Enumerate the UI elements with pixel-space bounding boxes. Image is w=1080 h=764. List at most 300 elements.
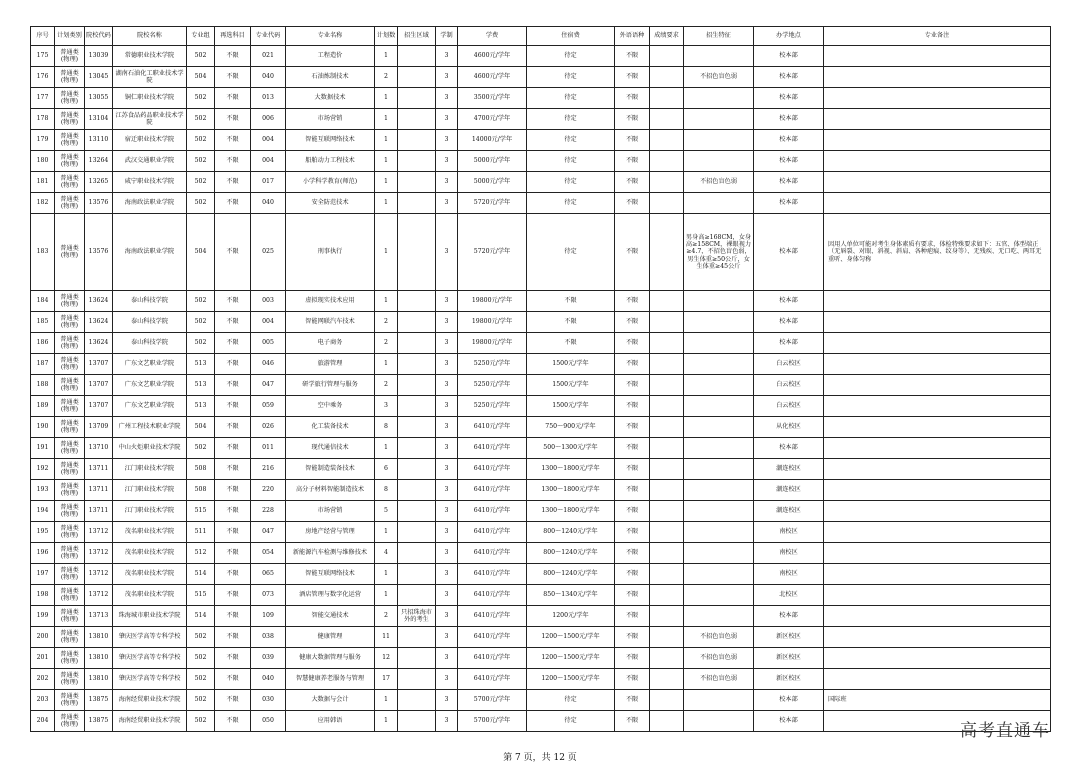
cell-major-name: 石油炼制技术 [286,67,375,88]
cell-campus: 新区校区 [754,669,824,690]
cell-tuition: 19800元/学年 [458,312,527,333]
cell-language: 不限 [615,564,650,585]
col-header: 住宿费 [527,27,615,46]
cell-language: 不限 [615,501,650,522]
cell-duration: 3 [436,459,458,480]
cell-major-code: 025 [251,214,286,291]
cell-seq: 176 [31,67,55,88]
cell-plan-count: 1 [375,172,398,193]
cell-group: 502 [187,438,215,459]
cell-subject: 不限 [215,172,251,193]
cell-school-code: 13707 [85,375,113,396]
cell-seq: 200 [31,627,55,648]
cell-school-name: 江苏食品药品职业技术学院 [113,109,187,130]
cell-major-code: 038 [251,627,286,648]
cell-lodging: 1200～1500元/学年 [527,669,615,690]
cell-campus: 校本部 [754,130,824,151]
cell-duration: 3 [436,46,458,67]
cell-school-name: 茂名职业技术学院 [113,564,187,585]
cell-campus: 校本部 [754,333,824,354]
cell-language: 不限 [615,109,650,130]
cell-school-code: 13576 [85,193,113,214]
cell-features [684,459,754,480]
cell-major-code: 216 [251,459,286,480]
cell-major-code: 026 [251,417,286,438]
cell-major-name: 安全防范技术 [286,193,375,214]
cell-major-code: 109 [251,606,286,627]
cell-school-code: 13875 [85,690,113,711]
cell-school-code: 13576 [85,214,113,291]
cell-school-code: 13707 [85,396,113,417]
cell-region [398,669,436,690]
cell-score-req [650,564,684,585]
col-header: 专业代码 [251,27,286,46]
cell-lodging: 1500元/学年 [527,354,615,375]
cell-major-name: 研学旅行管理与服务 [286,375,375,396]
cell-campus: 校本部 [754,67,824,88]
cell-major-code: 065 [251,564,286,585]
cell-plan-count: 1 [375,438,398,459]
cell-region [398,88,436,109]
cell-school-code: 13045 [85,67,113,88]
cell-category: 普通类 (物理) [55,690,85,711]
cell-category: 普通类 (物理) [55,333,85,354]
cell-school-name: 海南经贸职业技术学院 [113,711,187,732]
cell-subject: 不限 [215,648,251,669]
cell-school-name: 常德职业技术学院 [113,46,187,67]
cell-subject: 不限 [215,711,251,732]
cell-plan-count: 1 [375,522,398,543]
cell-language: 不限 [615,522,650,543]
cell-remarks [824,480,1051,501]
table-row [31,193,1051,214]
cell-major-name: 旅游管理 [286,354,375,375]
cell-score-req [650,193,684,214]
cell-school-name: 宿迁职业技术学院 [113,130,187,151]
cell-major-name: 现代通信技术 [286,438,375,459]
cell-category: 普通类 (物理) [55,130,85,151]
cell-duration: 3 [436,375,458,396]
cell-tuition: 4600元/学年 [458,67,527,88]
cell-major-code: 013 [251,88,286,109]
col-header: 专业组 [187,27,215,46]
cell-subject: 不限 [215,312,251,333]
cell-language: 不限 [615,291,650,312]
cell-features [684,354,754,375]
cell-seq: 204 [31,711,55,732]
cell-seq: 194 [31,501,55,522]
cell-category: 普通类 (物理) [55,522,85,543]
cell-major-code: 004 [251,130,286,151]
cell-score-req [650,606,684,627]
cell-tuition: 4600元/学年 [458,46,527,67]
cell-school-code: 13707 [85,354,113,375]
cell-subject: 不限 [215,627,251,648]
cell-language: 不限 [615,88,650,109]
cell-major-code: 030 [251,690,286,711]
cell-school-name: 海南经贸职业技术学院 [113,690,187,711]
cell-subject: 不限 [215,690,251,711]
cell-region [398,501,436,522]
cell-duration: 3 [436,67,458,88]
cell-major-code: 021 [251,46,286,67]
cell-subject: 不限 [215,109,251,130]
cell-plan-count: 1 [375,564,398,585]
cell-seq: 177 [31,88,55,109]
cell-subject: 不限 [215,459,251,480]
table-row [31,109,1051,130]
cell-remarks: 因用人单位可能对考生身体素质有要求，体检特殊要求如下：五官、体型端正（无唇裂、对眼、斜视、斜肩、各种疤痕、纹身等）、无残疾、无口吃、两耳无重听、身体匀称 [824,214,1051,291]
cell-score-req [650,291,684,312]
cell-school-code: 13711 [85,501,113,522]
col-header: 外语语种 [615,27,650,46]
cell-school-name: 江门职业技术学院 [113,459,187,480]
cell-tuition: 6410元/学年 [458,606,527,627]
cell-region [398,312,436,333]
cell-duration: 3 [436,151,458,172]
cell-region [398,564,436,585]
cell-language: 不限 [615,585,650,606]
cell-region [398,396,436,417]
cell-category: 普通类 (物理) [55,438,85,459]
cell-plan-count: 4 [375,543,398,564]
cell-features [684,375,754,396]
cell-campus: 白云校区 [754,354,824,375]
cell-category: 普通类 (物理) [55,312,85,333]
cell-seq: 201 [31,648,55,669]
cell-school-name: 肇庆医学高等专科学校 [113,669,187,690]
cell-score-req [650,333,684,354]
cell-tuition: 6410元/学年 [458,627,527,648]
cell-category: 普通类 (物理) [55,375,85,396]
cell-language: 不限 [615,151,650,172]
cell-group: 502 [187,109,215,130]
cell-subject: 不限 [215,333,251,354]
cell-subject: 不限 [215,193,251,214]
cell-lodging: 1500元/学年 [527,375,615,396]
cell-remarks [824,522,1051,543]
cell-group: 504 [187,67,215,88]
col-header: 院校名称 [113,27,187,46]
cell-remarks [824,627,1051,648]
cell-major-name: 电子商务 [286,333,375,354]
cell-lodging: 待定 [527,151,615,172]
cell-language: 不限 [615,214,650,291]
cell-region [398,214,436,291]
cell-major-name: 船舶动力工程技术 [286,151,375,172]
cell-school-code: 13810 [85,669,113,690]
cell-language: 不限 [615,438,650,459]
cell-major-code: 040 [251,193,286,214]
cell-major-name: 健康大数据管理与服务 [286,648,375,669]
cell-group: 514 [187,564,215,585]
col-header: 招生区域 [398,27,436,46]
cell-score-req [650,417,684,438]
cell-remarks [824,564,1051,585]
cell-duration: 3 [436,130,458,151]
cell-tuition: 5700元/学年 [458,690,527,711]
admission-plan-table [30,26,1051,732]
cell-language: 不限 [615,333,650,354]
cell-group: 502 [187,193,215,214]
cell-category: 普通类 (物理) [55,291,85,312]
cell-category: 普通类 (物理) [55,214,85,291]
cell-seq: 199 [31,606,55,627]
table-row [31,88,1051,109]
cell-school-code: 13712 [85,543,113,564]
cell-major-code: 050 [251,711,286,732]
cell-region [398,291,436,312]
cell-remarks [824,501,1051,522]
cell-major-code: 039 [251,648,286,669]
table-row [31,417,1051,438]
cell-major-code: 004 [251,151,286,172]
col-header: 办学地点 [754,27,824,46]
cell-campus: 潮连校区 [754,480,824,501]
cell-tuition: 6410元/学年 [458,585,527,606]
cell-major-code: 006 [251,109,286,130]
table-row [31,354,1051,375]
cell-tuition: 5250元/学年 [458,396,527,417]
cell-campus: 校本部 [754,711,824,732]
cell-school-name: 珠海城市职业技术学院 [113,606,187,627]
cell-features [684,88,754,109]
cell-tuition: 6410元/学年 [458,501,527,522]
cell-tuition: 6410元/学年 [458,564,527,585]
cell-campus: 南校区 [754,543,824,564]
cell-language: 不限 [615,354,650,375]
cell-plan-count: 2 [375,312,398,333]
cell-school-name: 广东文艺职业学院 [113,396,187,417]
cell-group: 502 [187,291,215,312]
cell-plan-count: 1 [375,151,398,172]
cell-group: 504 [187,417,215,438]
table-row [31,543,1051,564]
cell-category: 普通类 (物理) [55,193,85,214]
col-header: 序号 [31,27,55,46]
cell-school-name: 广东文艺职业学院 [113,375,187,396]
cell-school-name: 江门职业技术学院 [113,480,187,501]
cell-plan-count: 1 [375,291,398,312]
cell-duration: 3 [436,417,458,438]
cell-lodging: 待定 [527,67,615,88]
cell-region [398,690,436,711]
cell-tuition: 14000元/学年 [458,130,527,151]
cell-score-req [650,438,684,459]
watermark-text: 高考直通车 [960,721,1050,741]
cell-subject: 不限 [215,543,251,564]
cell-major-name: 高分子材料智能制造技术 [286,480,375,501]
cell-school-code: 13264 [85,151,113,172]
cell-score-req [650,151,684,172]
cell-language: 不限 [615,193,650,214]
table-row [31,214,1051,291]
col-header: 招生特征 [684,27,754,46]
cell-subject: 不限 [215,480,251,501]
cell-lodging: 1500元/学年 [527,396,615,417]
cell-category: 普通类 (物理) [55,109,85,130]
cell-features [684,480,754,501]
cell-school-name: 茂名职业技术学院 [113,543,187,564]
cell-school-code: 13709 [85,417,113,438]
cell-duration: 3 [436,606,458,627]
cell-language: 不限 [615,130,650,151]
cell-lodging: 1300～1800元/学年 [527,480,615,501]
cell-score-req [650,312,684,333]
cell-major-code: 003 [251,291,286,312]
cell-remarks: 国际班 [824,690,1051,711]
cell-lodging: 500～1300元/学年 [527,438,615,459]
cell-language: 不限 [615,606,650,627]
cell-plan-count: 1 [375,585,398,606]
cell-plan-count: 2 [375,375,398,396]
cell-tuition: 6410元/学年 [458,669,527,690]
cell-seq: 175 [31,46,55,67]
cell-category: 普通类 (物理) [55,501,85,522]
cell-school-code: 13104 [85,109,113,130]
cell-score-req [650,354,684,375]
cell-lodging: 800～1240元/学年 [527,522,615,543]
cell-seq: 187 [31,354,55,375]
col-header: 计划数 [375,27,398,46]
cell-language: 不限 [615,459,650,480]
cell-major-name: 房地产经营与管理 [286,522,375,543]
cell-major-name: 智能制造装备技术 [286,459,375,480]
cell-major-name: 市场营销 [286,109,375,130]
cell-language: 不限 [615,669,650,690]
cell-region [398,151,436,172]
cell-subject: 不限 [215,67,251,88]
cell-school-name: 泰山科技学院 [113,291,187,312]
cell-school-name: 泰山科技学院 [113,312,187,333]
cell-subject: 不限 [215,214,251,291]
cell-duration: 3 [436,438,458,459]
cell-school-code: 13039 [85,46,113,67]
cell-tuition: 5000元/学年 [458,151,527,172]
cell-major-code: 054 [251,543,286,564]
cell-subject: 不限 [215,151,251,172]
cell-score-req [650,627,684,648]
cell-lodging: 待定 [527,88,615,109]
cell-features [684,417,754,438]
cell-duration: 3 [436,214,458,291]
table-row [31,333,1051,354]
col-header: 专业名称 [286,27,375,46]
cell-remarks [824,396,1051,417]
cell-lodging: 1200～1500元/学年 [527,648,615,669]
cell-remarks [824,417,1051,438]
cell-lodging: 1200～1500元/学年 [527,627,615,648]
cell-region [398,109,436,130]
cell-lodging: 待定 [527,690,615,711]
cell-school-code: 13875 [85,711,113,732]
cell-subject: 不限 [215,46,251,67]
cell-score-req [650,585,684,606]
cell-plan-count: 5 [375,501,398,522]
cell-plan-count: 1 [375,690,398,711]
cell-major-name: 智慧健康养老服务与管理 [286,669,375,690]
cell-group: 515 [187,501,215,522]
cell-category: 普通类 (物理) [55,151,85,172]
cell-features: 不招色盲色弱 [684,648,754,669]
cell-score-req [650,109,684,130]
cell-score-req [650,501,684,522]
table-row [31,501,1051,522]
cell-seq: 196 [31,543,55,564]
cell-school-name: 广东文艺职业学院 [113,354,187,375]
cell-duration: 3 [436,627,458,648]
cell-plan-count: 1 [375,214,398,291]
table-row [31,46,1051,67]
cell-lodging: 800～1240元/学年 [527,543,615,564]
cell-duration: 3 [436,480,458,501]
cell-features: 不招色盲色弱 [684,67,754,88]
cell-features [684,522,754,543]
table-row [31,438,1051,459]
cell-plan-count: 1 [375,711,398,732]
cell-features [684,564,754,585]
header-row [31,27,1051,46]
cell-major-code: 017 [251,172,286,193]
cell-campus: 白云校区 [754,396,824,417]
cell-score-req [650,648,684,669]
cell-seq: 178 [31,109,55,130]
cell-school-code: 13710 [85,438,113,459]
cell-language: 不限 [615,375,650,396]
cell-subject: 不限 [215,354,251,375]
cell-seq: 179 [31,130,55,151]
cell-major-name: 酒店管理与数字化运营 [286,585,375,606]
cell-school-name: 湖南石油化工职业技术学院 [113,67,187,88]
cell-major-code: 011 [251,438,286,459]
cell-remarks [824,459,1051,480]
cell-remarks [824,291,1051,312]
cell-remarks [824,46,1051,67]
cell-tuition: 4700元/学年 [458,109,527,130]
cell-major-name: 智能网联汽车技术 [286,312,375,333]
cell-remarks [824,312,1051,333]
cell-language: 不限 [615,648,650,669]
cell-region [398,354,436,375]
cell-category: 普通类 (物理) [55,88,85,109]
cell-category: 普通类 (物理) [55,606,85,627]
cell-school-code: 13624 [85,291,113,312]
cell-features: 男身高≥168CM，女身高≥158CM，裸眼视力≥4.7，不招色盲色弱，男生体重≥50公斤，女生体重≥45公斤 [684,214,754,291]
cell-language: 不限 [615,312,650,333]
table-row [31,480,1051,501]
cell-region [398,648,436,669]
cell-group: 502 [187,627,215,648]
cell-tuition: 6410元/学年 [458,480,527,501]
table-row [31,585,1051,606]
cell-major-name: 刑事执行 [286,214,375,291]
cell-campus: 校本部 [754,46,824,67]
cell-duration: 3 [436,669,458,690]
table-body [31,46,1051,732]
cell-region [398,333,436,354]
cell-seq: 185 [31,312,55,333]
cell-lodging: 待定 [527,711,615,732]
cell-group: 513 [187,375,215,396]
cell-school-name: 茂名职业技术学院 [113,522,187,543]
cell-campus: 新区校区 [754,648,824,669]
cell-duration: 3 [436,501,458,522]
cell-school-code: 13624 [85,333,113,354]
cell-features [684,312,754,333]
cell-school-code: 13712 [85,522,113,543]
cell-tuition: 5700元/学年 [458,711,527,732]
cell-score-req [650,67,684,88]
